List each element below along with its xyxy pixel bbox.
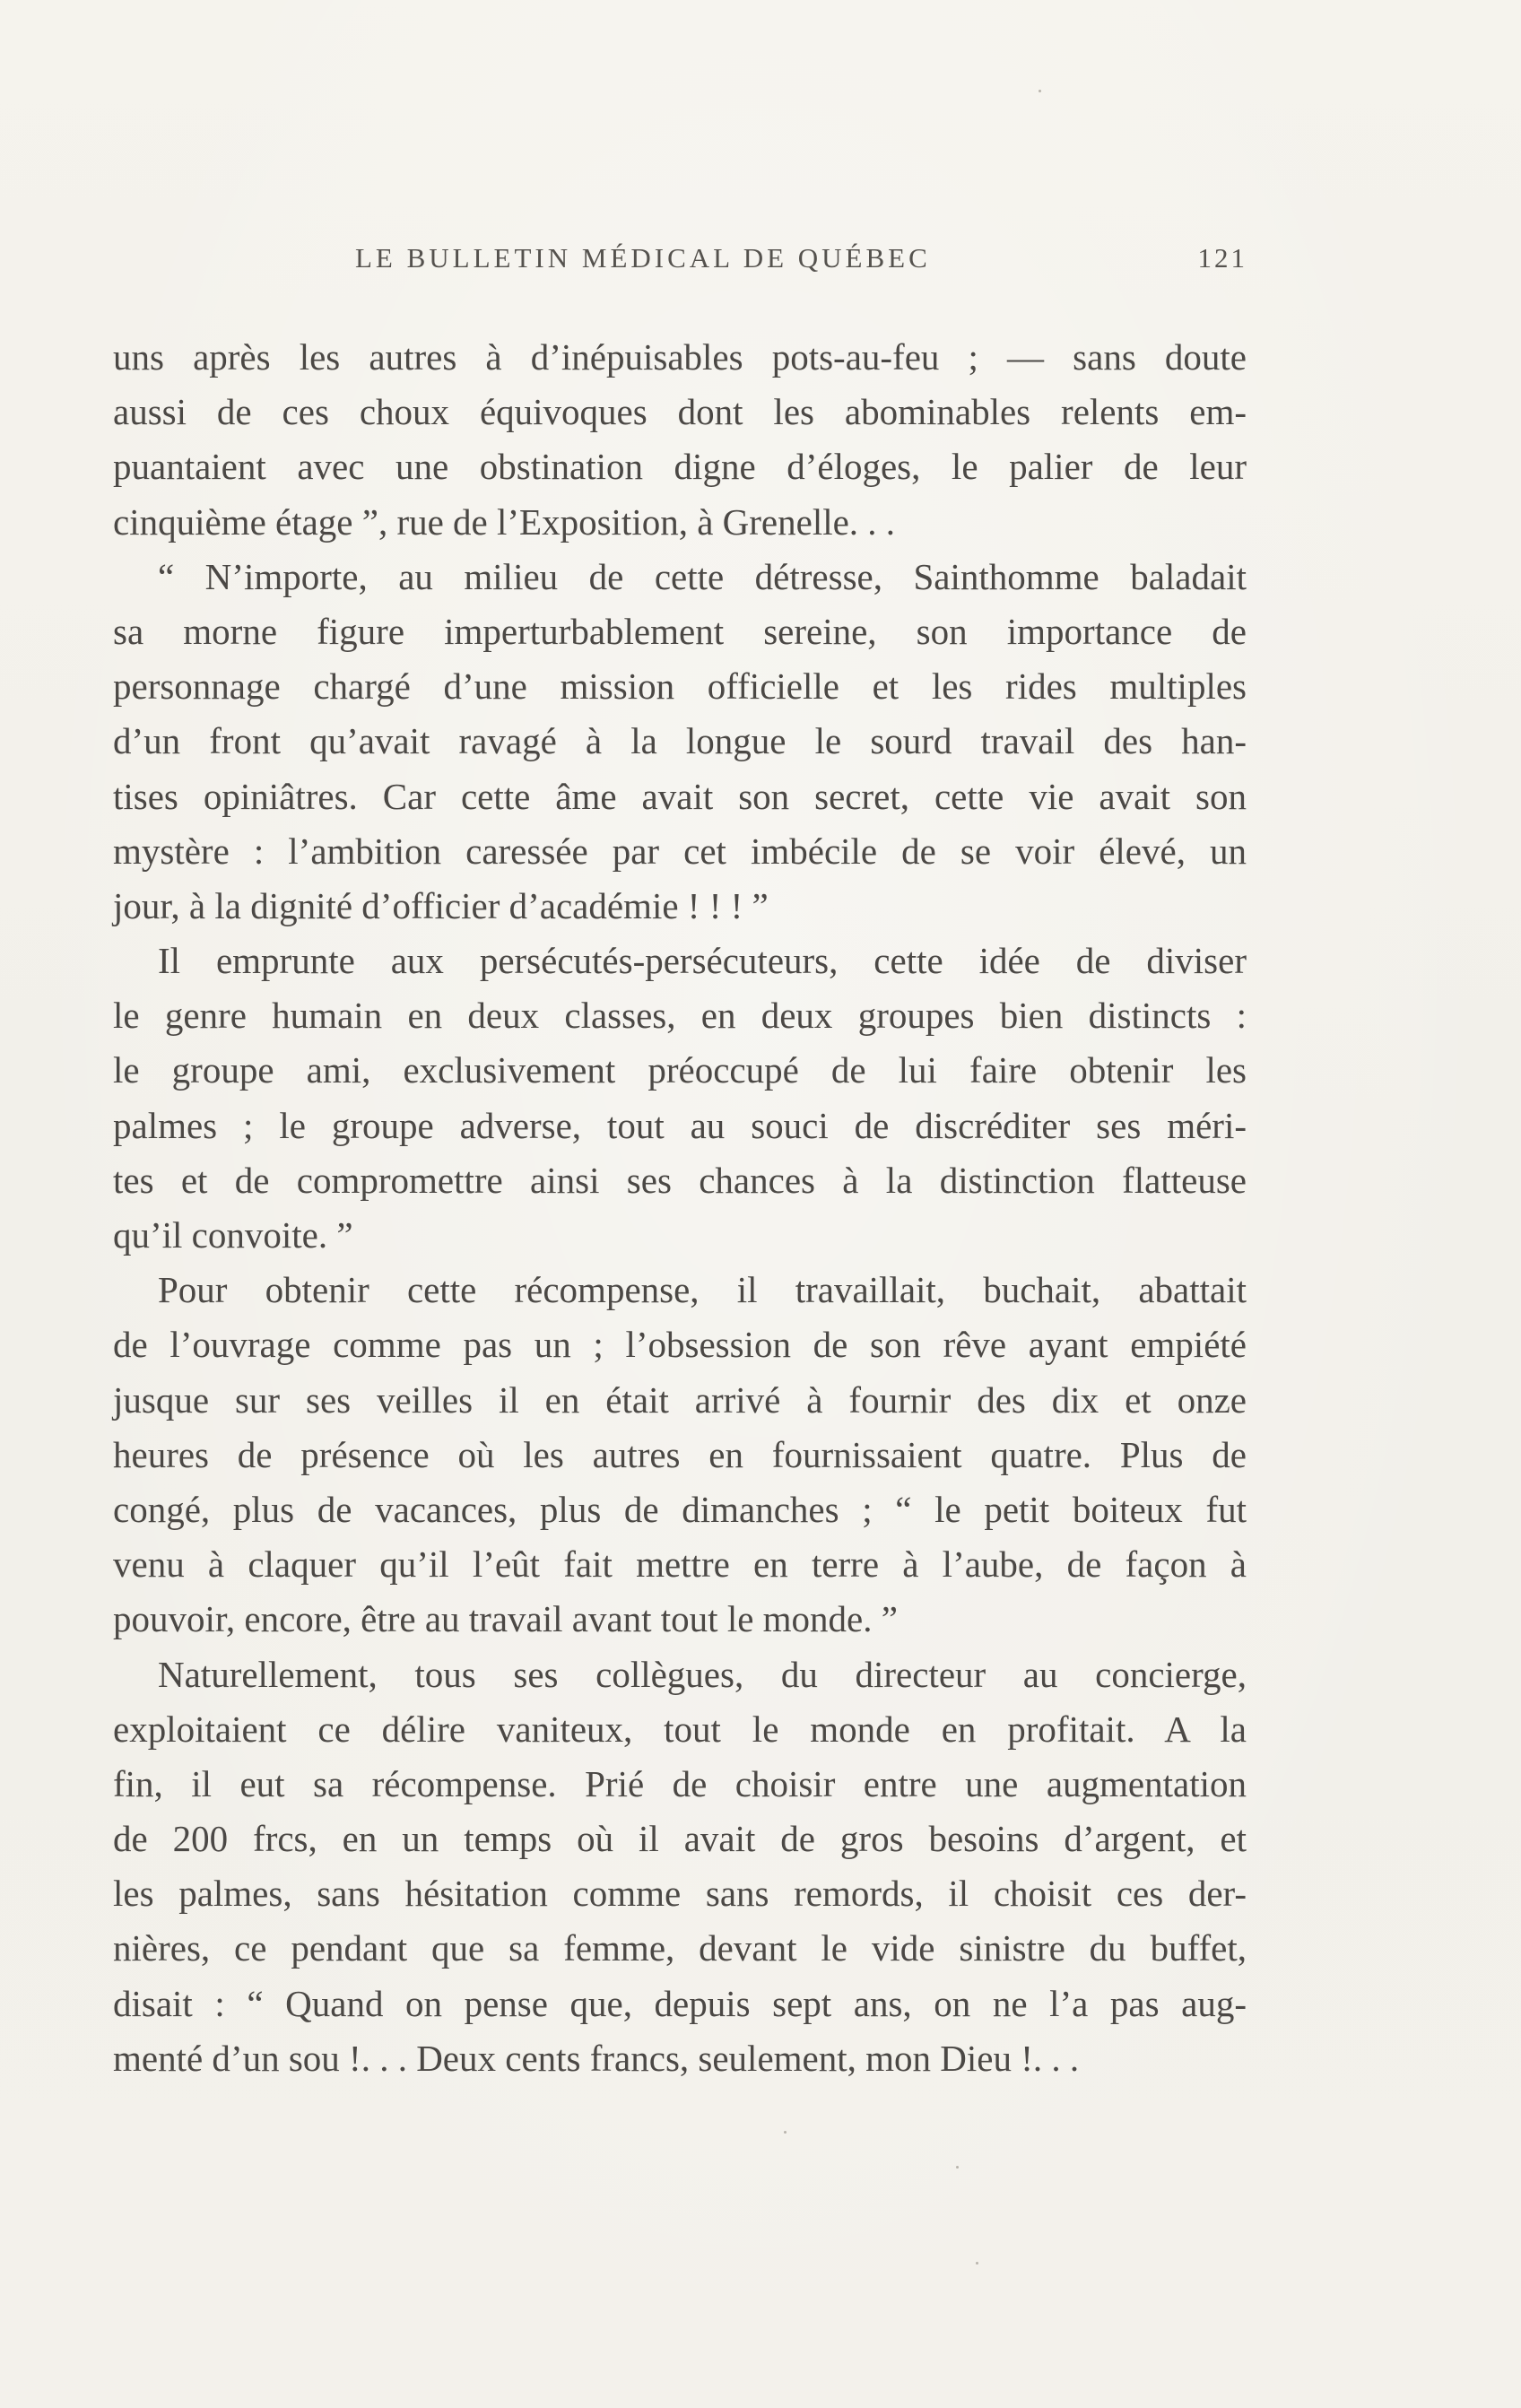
- text-line: qu’il convoite. ”: [113, 1214, 353, 1256]
- paper-speck: [956, 2166, 959, 2169]
- text-line: nières, ce pendant que sa femme, devant le vide sinistre du buffet,: [113, 1927, 1247, 1969]
- page-number: 121: [1197, 242, 1247, 274]
- text-line: cinquième étage ”, rue de l’Exposition, à Grenelle. . .: [113, 500, 896, 543]
- text-line: venu à claquer qu’il l’eût fait mettre en terre à l’aube, de façon à: [113, 1543, 1247, 1586]
- text-line: jour, à la dignité d’officier d’académie ! ! ! ”: [113, 884, 769, 926]
- text-line: d’un front qu’avait ravagé à la longue le sourd travail des han-: [113, 720, 1247, 762]
- text-line: de 200 frcs, en un temps où il avait de gros besoins d’argent, et: [113, 1818, 1247, 1860]
- text-line: aussi de ces choux équivoques dont les abominables relents em-: [113, 391, 1247, 433]
- paper-speck: [1039, 90, 1041, 92]
- text-line: tes et de compromettre ainsi ses chances à la distinction flatteuse: [113, 1159, 1247, 1201]
- text-line: heures de présence où les autres en fournissaient quatre. Plus de: [113, 1433, 1247, 1475]
- text-line: pouvoir, encore, être au travail avant tout le monde. ”: [113, 1598, 898, 1640]
- text-line: congé, plus de vacances, plus de dimanches ; “ le petit boiteux fut: [113, 1488, 1247, 1530]
- text-line: le groupe ami, exclusivement préoccupé de lui faire obtenir les: [113, 1049, 1247, 1091]
- text-line: menté d’un sou !. . . Deux cents francs, seulement, mon Dieu !. . .: [113, 2037, 1080, 2079]
- running-header: [355, 242, 1247, 285]
- text-line: personnage chargé d’une mission officielle et les rides multiples: [113, 665, 1247, 708]
- text-line: fin, il eut sa récompense. Prié de choisir entre une augmentation: [113, 1762, 1247, 1804]
- text-line: tises opiniâtres. Car cette âme avait son secret, cette vie avait son: [113, 775, 1247, 817]
- text-line: uns après les autres à d’inépuisables pots-au-feu ; — sans doute: [113, 336, 1247, 378]
- text-line: le genre humain en deux classes, en deux groupes bien distincts :: [113, 995, 1247, 1037]
- text-line: jusque sur ses veilles il en était arrivé à fournir des dix et onze: [113, 1378, 1247, 1421]
- text-line: de l’ouvrage comme pas un ; l’obsession de son rêve ayant empiété: [113, 1324, 1247, 1366]
- text-line: “ N’importe, au milieu de cette détresse, Sainthomme baladait: [158, 555, 1247, 597]
- text-line: les palmes, sans hésitation comme sans remords, il choisit ces der-: [113, 1873, 1247, 1915]
- body-text: [113, 330, 1247, 2086]
- text-line: palmes ; le groupe adverse, tout au souci de discréditer ses méri-: [113, 1104, 1247, 1146]
- text-line: Pour obtenir cette récompense, il travaillait, buchait, abattait: [158, 1269, 1247, 1311]
- paper-speck: [784, 2131, 787, 2134]
- text-line: puantaient avec une obstination digne d’éloges, le palier de leur: [113, 446, 1247, 488]
- text-line: mystère : l’ambition caressée par cet imbécile de se voir élevé, un: [113, 830, 1247, 872]
- text-line: sa morne figure imperturbablement sereine, son importance de: [113, 610, 1247, 652]
- text-line: Naturellement, tous ses collègues, du directeur au concierge,: [158, 1653, 1247, 1695]
- text-line: Il emprunte aux persécutés-persécuteurs, cette idée de diviser: [158, 940, 1247, 982]
- text-line: disait : “ Quand on pense que, depuis sept ans, on ne l’a pas aug-: [113, 1982, 1247, 2024]
- text-line: exploitaient ce délire vaniteux, tout le monde en profitait. A la: [113, 1708, 1247, 1750]
- paper-speck: [976, 2262, 978, 2265]
- running-title: LE BULLETIN MÉDICAL DE QUÉBEC: [355, 242, 931, 274]
